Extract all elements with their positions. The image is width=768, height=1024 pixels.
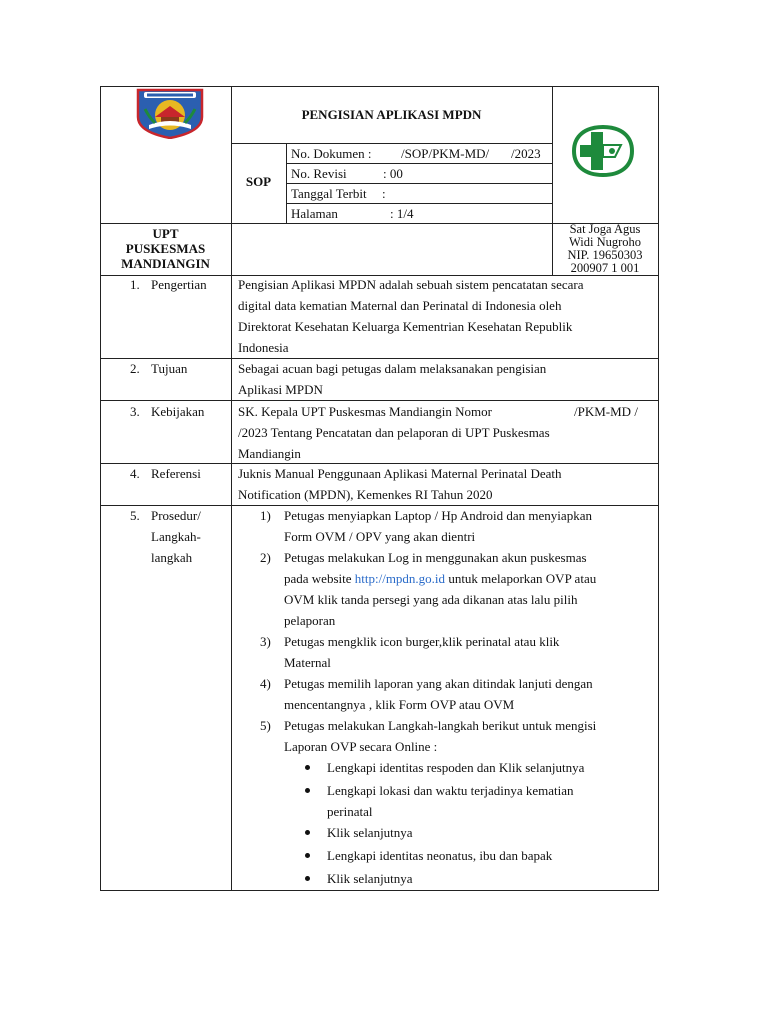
document-title: PENGISIAN APLIKASI MPDN [301, 107, 482, 122]
step-line: pelaporan [284, 613, 336, 628]
referensi-line: Juknis Manual Penggunaan Aplikasi Maternal Perinatal Death [238, 466, 562, 481]
sop-label: SOP [245, 174, 272, 189]
sop-column-divider [286, 143, 287, 223]
org-name-line: UPT [152, 226, 179, 241]
org-name-line: PUSKESMAS [125, 241, 206, 256]
step-line: Petugas mengklik icon burger,klik perinatal atau klik [284, 634, 560, 649]
kebijakan-line: SK. Kepala UPT Puskesmas Mandiangin Nomor [238, 404, 492, 419]
field-value-no-dokumen: /SOP/PKM-MD/ [401, 146, 490, 161]
kebijakan-line-number: /PKM-MD / [574, 404, 638, 419]
kebijakan-line: Mandiangin [238, 446, 301, 461]
signatory-line: Widi Nugroho [568, 235, 642, 249]
step-line: Petugas menyiapkan Laptop / Hp Android dan menyiapkan [284, 508, 592, 523]
field-value-tanggal-terbit: : [382, 186, 386, 201]
bullet-line: Klik selanjutnya [327, 871, 413, 886]
bullet-dot-icon [305, 765, 310, 770]
org-name-line: MANDIANGIN [121, 256, 210, 271]
bullet-line: Lengkapi lokasi dan waktu terjadinya kematian [327, 783, 574, 798]
field-value-halaman: : 1/4 [390, 206, 414, 221]
kebijakan-line: /2023 Tentang Pencatatan dan pelaporan di UPT Puskesmas [238, 425, 550, 440]
step-text: pada website [284, 571, 355, 586]
bullet-dot-icon [305, 830, 310, 835]
section-label-kebijakan: Kebijakan [151, 404, 205, 419]
step-line [284, 568, 596, 589]
table-border-bottom [100, 890, 658, 891]
section-label-referensi: Referensi [151, 466, 201, 481]
table-border-right [658, 86, 659, 891]
step-line: Petugas melakukan Langkah-langkah berikut untuk mengisi [284, 718, 597, 733]
field-label-tanggal-terbit: Tanggal Terbit [291, 186, 367, 201]
step-line: Petugas memilih laporan yang akan ditindak lanjuti dengan [284, 676, 593, 691]
title-divider [231, 143, 552, 144]
section-label-prosedur: Prosedur/ [151, 508, 201, 523]
step-line: mencentangnya , klik Form OVP atau OVM [284, 697, 515, 712]
field-label-no-dokumen: No. Dokumen : [291, 146, 372, 161]
tujuan-line: Aplikasi MPDN [238, 382, 323, 397]
field-value-no-dokumen-year: /2023 [511, 146, 541, 161]
section-label-tujuan: Tujuan [151, 361, 188, 376]
section-number: 5. [130, 508, 140, 523]
bullet-line: Lengkapi identitas respoden dan Klik selanjutnya [327, 760, 585, 775]
step-text: untuk melaporkan OVP atau [445, 571, 597, 586]
table-border-left [100, 86, 101, 891]
step-number: 2) [260, 550, 271, 565]
pengertian-line: digital data kematian Maternal dan Perinatal di Indonesia oleh [238, 298, 562, 313]
pengertian-line: Indonesia [238, 340, 289, 355]
referensi-line: Notification (MPDN), Kemenkes RI Tahun 2020 [238, 487, 493, 502]
puskesmas-cross-logo-icon [571, 124, 635, 178]
step-number: 3) [260, 634, 271, 649]
section-label-prosedur: Langkah- [151, 529, 201, 544]
pengertian-line: Pengisian Aplikasi MPDN adalah sebuah sistem pencatatan secara [238, 277, 584, 292]
section-number: 4. [130, 466, 140, 481]
section-label-pengertian: Pengertian [151, 277, 207, 292]
step-line: OVM klik tanda persegi yang ada dikanan atas lalu pilih [284, 592, 578, 607]
step-line: Laporan OVP secara Online : [284, 739, 438, 754]
step-number: 1) [260, 508, 271, 523]
column-divider [231, 86, 232, 891]
pengertian-line: Direktorat Kesehatan Keluarga Kementrian Kesehatan Republik [238, 319, 573, 334]
bullet-dot-icon [305, 788, 310, 793]
field-label-no-revisi: No. Revisi [291, 166, 347, 181]
mpdn-website-link[interactable]: http://mpdn.go.id [354, 571, 446, 586]
regional-crest-icon [135, 87, 205, 139]
step-line: Form OVM / OPV yang akan dientri [284, 529, 476, 544]
field-label-halaman: Halaman [291, 206, 338, 221]
bullet-line: Lengkapi identitas neonatus, ibu dan bapak [327, 848, 553, 863]
field-value-no-revisi: : 00 [383, 166, 403, 181]
step-line: Maternal [284, 655, 331, 670]
tujuan-line: Sebagai acuan bagi petugas dalam melaksanakan pengisian [238, 361, 547, 376]
signatory-line: NIP. 19650303 [567, 248, 643, 262]
bullet-dot-icon [305, 876, 310, 881]
section-label-prosedur: langkah [151, 550, 193, 565]
step-number: 5) [260, 718, 271, 733]
section-number: 1. [130, 277, 140, 292]
section-number: 2. [130, 361, 140, 376]
step-line: Petugas melakukan Log in menggunakan akun puskesmas [284, 550, 587, 565]
bullet-dot-icon [305, 853, 310, 858]
bullet-line: Klik selanjutnya [327, 825, 413, 840]
section-number: 3. [130, 404, 140, 419]
signatory-line: Sat Joga Agus [569, 222, 641, 236]
step-number: 4) [260, 676, 271, 691]
bullet-line: perinatal [327, 804, 373, 819]
signatory-line: 200907 1 001 [570, 261, 640, 275]
